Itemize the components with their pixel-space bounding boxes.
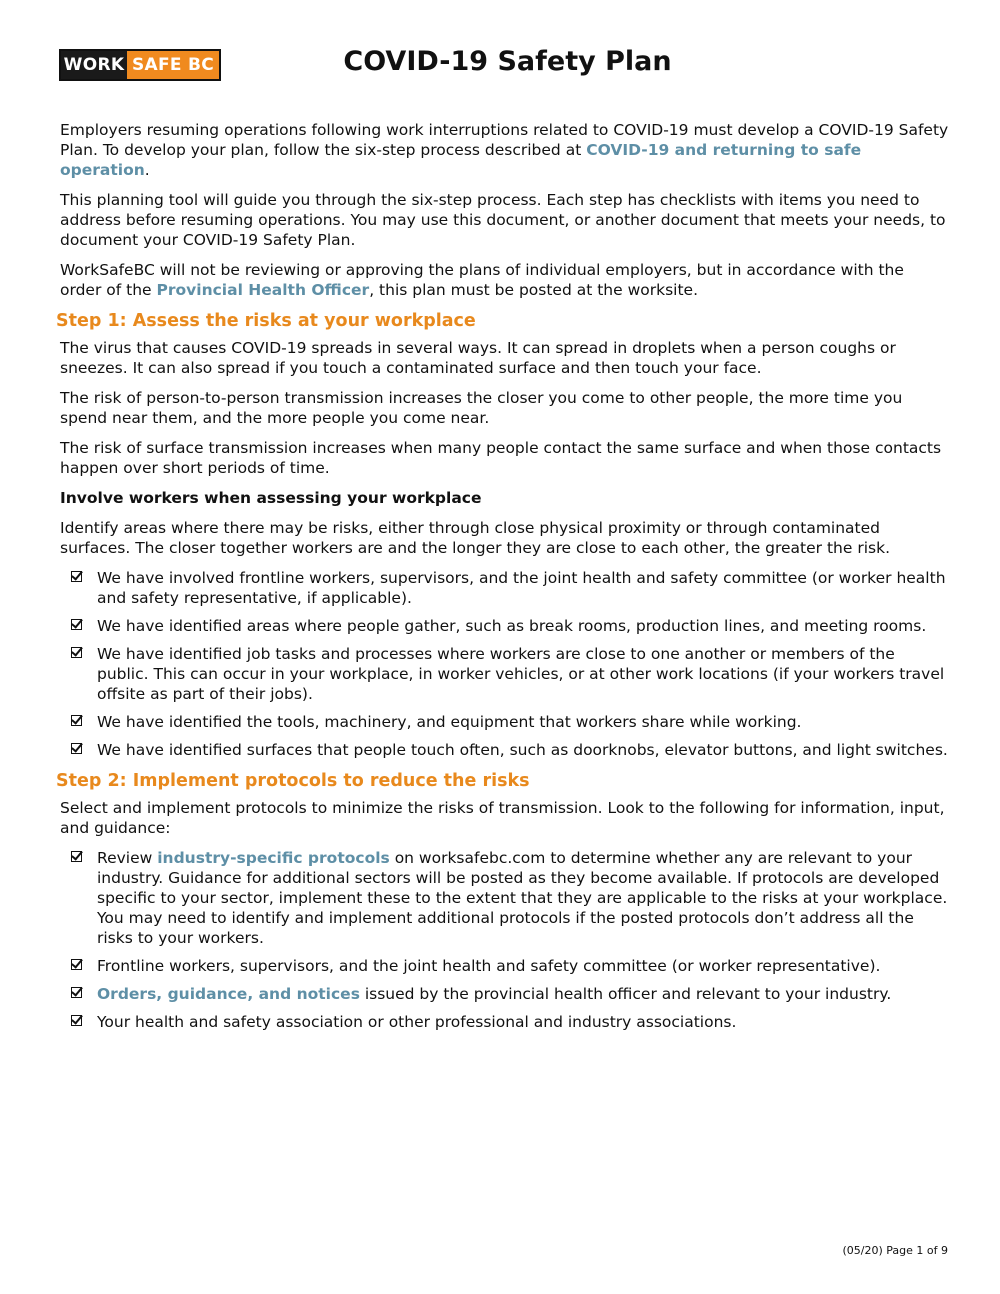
checked-box-icon[interactable] (71, 743, 82, 754)
step1-paragraph-2: The risk of person-to-person transmission increases the closer you come to other people, the more time you spend near them, and the more people you come near. (60, 389, 903, 427)
step1-heading: Step 1: Assess the risks at your workplace (56, 311, 476, 331)
checklist-item (60, 1012, 950, 1032)
checklist-item (60, 712, 950, 732)
intro-p3-end: , this plan must be posted at the worksite. (369, 281, 699, 299)
checklist-item (60, 644, 950, 704)
checked-box-icon[interactable] (71, 571, 82, 582)
checked-box-icon[interactable] (71, 647, 82, 658)
checklist-item-text: We have identified surfaces that people touch often, such as doorknobs, elevator buttons, and light switches. (97, 741, 948, 759)
step1-checklist (60, 568, 950, 760)
logo-safebc-text: SAFE BC (127, 51, 219, 79)
checklist-item (60, 616, 950, 636)
intro-p3-text: WorkSafeBC will not be reviewing or approving the plans of individual employers, but in accordance with the order of the (60, 261, 904, 299)
intro-p1-end: . (144, 161, 150, 179)
provincial-health-officer-link[interactable]: Provincial Health Officer (156, 281, 370, 299)
checklist-item (60, 956, 950, 976)
worksafebc-logo (59, 49, 221, 81)
checked-box-icon[interactable] (71, 851, 82, 862)
industry-specific-protocols-link[interactable]: industry-specific protocols (157, 849, 390, 867)
checked-box-icon[interactable] (71, 987, 82, 998)
checklist-item-text: Frontline workers, supervisors, and the joint health and safety committee (or worker representative). (97, 957, 881, 975)
step1-paragraph-3: The risk of surface transmission increases when many people contact the same surface and when those contacts happen over short periods of time. (60, 439, 942, 477)
step2-heading: Step 2: Implement protocols to reduce the risks (56, 771, 530, 791)
checklist-item-text: We have identified the tools, machinery, and equipment that workers share while working. (97, 713, 802, 731)
checked-box-icon[interactable] (71, 959, 82, 970)
checked-box-icon[interactable] (71, 619, 82, 630)
checklist-item (60, 984, 950, 1004)
checklist-item-text: issued by the provincial health officer and relevant to your industry. (359, 985, 892, 1003)
step2-paragraph-1: Select and implement protocols to minimize the risks of transmission. Look to the following for information, input, and guidance: (60, 799, 945, 837)
covid-returning-link[interactable]: COVID-19 and returning to safe operation (60, 141, 862, 179)
checked-box-icon[interactable] (71, 1015, 82, 1026)
step1-paragraph-4: Identify areas where there may be risks, either through close physical proximity or through contaminated surfaces. The closer together workers are and the longer they are close to each other, the greater the risk. (60, 519, 890, 557)
intro-p1-text: Employers resuming operations following work interruptions related to COVID-19 must develop a COVID-19 Safety Plan. To develop your plan, follow the six-step process described at (60, 121, 949, 159)
page-title: COVID-19 Safety Plan (343, 46, 672, 77)
page-footer: (05/20) Page 1 of 9 (842, 1244, 948, 1257)
checklist-item-text: We have identified job tasks and processes where workers are close to one another or members of the public. This can occur in your workplace, in worker vehicles, or at other work locations (if your workers travel offsite as part of their jobs). (97, 645, 945, 703)
checklist-item-text: We have involved frontline workers, supervisors, and the joint health and safety committee (or worker health and safety representative, if applicable). (97, 569, 946, 607)
logo-work-text: WORK (61, 51, 127, 79)
step1-paragraph-1: The virus that causes COVID-19 spreads in several ways. It can spread in droplets when a person coughs or sneezes. It can also spread if you touch a contaminated surface and then touch your face. (60, 339, 896, 377)
intro-paragraph-2: This planning tool will guide you through the six-step process. Each step has checklists with items you need to address before resuming operations. You may use this document, or another document that meets your needs, to document your COVID-19 Safety Plan. (60, 191, 946, 249)
checklist-item-text: Review (97, 849, 158, 867)
intro-paragraph-3 (60, 260, 950, 300)
step2-checklist (60, 848, 950, 1032)
intro-paragraph-1 (60, 120, 950, 180)
step1-subheading: Involve workers when assessing your workplace (60, 489, 482, 507)
document-body (56, 120, 950, 1040)
checklist-item-text: on worksafebc.com to determine whether any are relevant to your industry. Guidance for additional sectors will be posted as they become available. If protocols are developed specific to your sector, implement these to the extent that they are applicable to the risks at your workplace. You may need to identify and implement additional protocols if the posted protocols don’t address all the risks to your workers. (97, 849, 948, 947)
checklist-item (60, 740, 950, 760)
checklist-item (60, 568, 950, 608)
checked-box-icon[interactable] (71, 715, 82, 726)
checklist-item-text: We have identified areas where people gather, such as break rooms, production lines, and meeting rooms. (97, 617, 927, 635)
orders-guidance-notices-link[interactable]: Orders, guidance, and notices (97, 985, 360, 1003)
checklist-item (60, 848, 950, 948)
checklist-item-text: Your health and safety association or other professional and industry associations. (97, 1013, 737, 1031)
